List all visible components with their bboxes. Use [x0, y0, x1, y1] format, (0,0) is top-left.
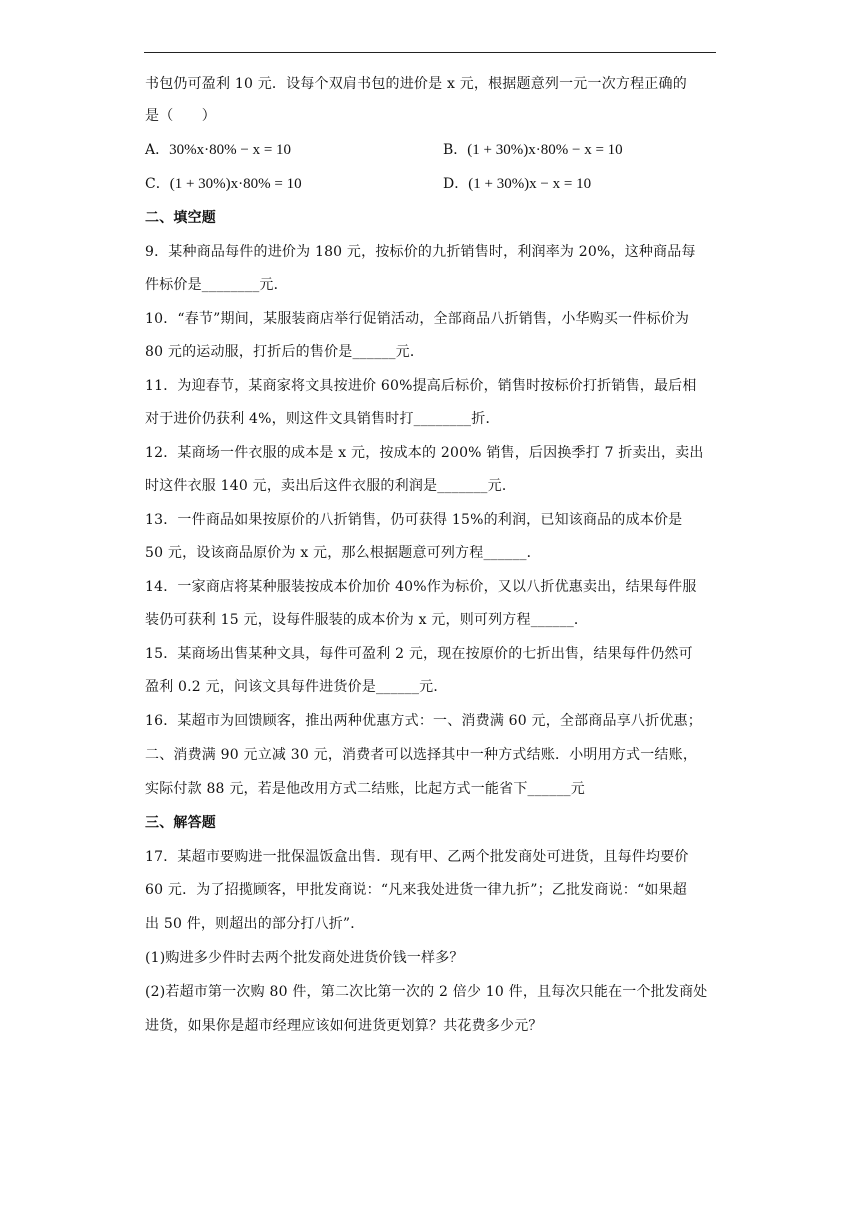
option-d-expression: (1 + 30%)x − x = 10 — [468, 176, 592, 192]
fill-line: 12．某商场一件衣服的成本是 x 元，按成本的 200% 销售，后因换季打 7 折卖出，卖出 — [145, 445, 704, 461]
answer-line: 17．某超市要购进一批保温饭盒出售．现有甲、乙两个批发商处可进货，且每件均要价 — [145, 849, 689, 865]
option-d: D．(1 + 30%)x − x = 10 — [443, 176, 592, 192]
fill-line: 盈利 0.2 元，问该文具每件进货价是______元． — [145, 679, 448, 695]
option-a: A．30%x·80% − x = 10 — [145, 142, 292, 158]
fill-line: 80 元的运动服，打折后的售价是______元． — [145, 344, 425, 360]
option-a-expression: 30%x·80% − x = 10 — [169, 142, 292, 158]
option-c: C．(1 + 30%)x·80% = 10 — [145, 176, 302, 192]
answer-line: 60 元．为了招揽顾客，甲批发商说：“凡来我处进货一律九折”；乙批发商说：“如果超 — [145, 882, 687, 898]
section-heading-fill-in: 二、填空题 — [145, 210, 216, 226]
fill-line: 14．一家商店将某种服装按成本价加价 40%作为标价，又以八折优惠卖出，结果每件服 — [145, 579, 697, 595]
fill-line: 13．一件商品如果按原价的八折销售，仍可获得 15%的利润，已知该商品的成本价是 — [145, 512, 683, 528]
question-8-line-2: 是（ ） — [145, 108, 216, 124]
fill-line: 16．某超市为回馈顾客，推出两种优惠方式：一、消费满 60 元，全部商品享八折优惠； — [145, 713, 702, 729]
option-b-expression: (1 + 30%)x·80% − x = 10 — [467, 142, 623, 158]
answer-line: (1)购进多少件时去两个批发商处进货价钱一样多？ — [145, 950, 464, 966]
fill-line: 50 元，设该商品原价为 x 元，那么根据题意可列方程______． — [145, 545, 541, 561]
section-heading-answer: 三、解答题 — [145, 815, 216, 831]
fill-line: 10．“春节”期间，某服装商店举行促销活动，全部商品八折销售，小华购买一件标价为 — [145, 311, 690, 327]
fill-line: 时这件衣服 140 元，卖出后这件衣服的利润是_______元． — [145, 478, 517, 494]
fill-line: 二、消费满 90 元立减 30 元，消费者可以选择其中一种方式结账．小明用方式一结账， — [145, 747, 698, 763]
header-rule — [144, 52, 716, 53]
fill-line: 实际付款 88 元，若是他改用方式二结账，比起方式一能省下______元 — [145, 781, 585, 797]
answer-line: 出 50 件，则超出的部分打八折”． — [145, 916, 365, 932]
question-8-line-1: 书包仍可盈利 10 元．设每个双肩书包的进价是 x 元，根据题意列一元一次方程正确的 — [145, 76, 687, 92]
fill-line: 11．为迎春节，某商家将文具按进价 60%提高后标价，销售时按标价打折销售，最后相 — [145, 378, 697, 394]
option-c-expression: (1 + 30%)x·80% = 10 — [169, 176, 302, 192]
fill-line: 对于进价仍获利 4%，则这件文具销售时打________折． — [145, 411, 500, 427]
answer-line: (2)若超市第一次购 80 件，第二次比第一次的 2 倍少 10 件，且每次只能在一个批发商处 — [145, 984, 708, 1000]
fill-line: 15．某商场出售某种文具，每件可盈利 2 元，现在按原价的七折出售，结果每件仍然可 — [145, 646, 693, 662]
fill-line: 装仍可获利 15 元，设每件服装的成本价为 x 元，则可列方程______． — [145, 612, 589, 628]
fill-line: 9．某种商品每件的进价为 180 元，按标价的九折销售时，利润率为 20%，这种商品每 — [145, 244, 696, 260]
fill-line: 件标价是________元． — [145, 277, 288, 293]
option-b: B．(1 + 30%)x·80% − x = 10 — [443, 142, 623, 158]
answer-line: 进货，如果你是超市经理应该如何进货更划算？共花费多少元？ — [145, 1018, 543, 1034]
